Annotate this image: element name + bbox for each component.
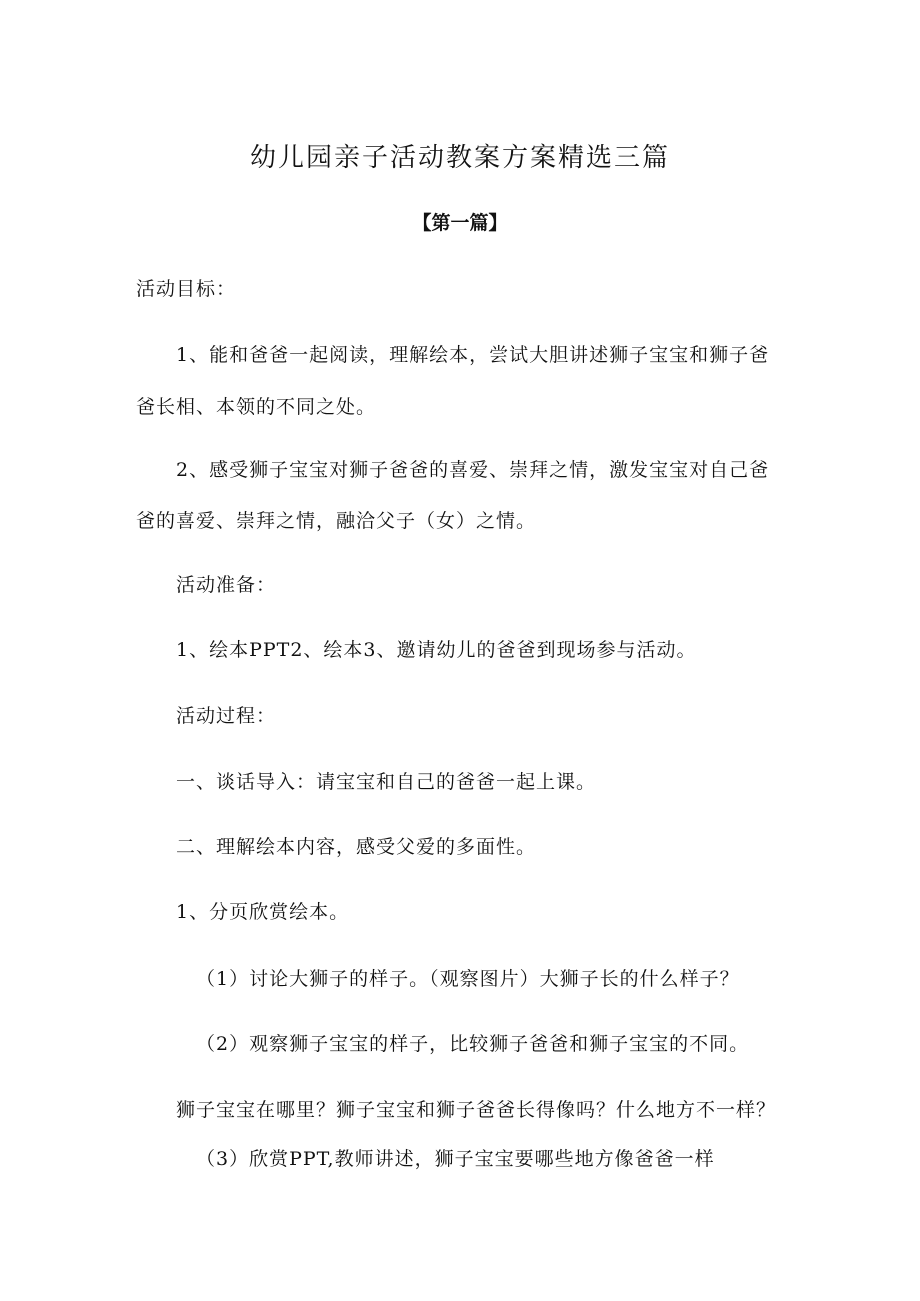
paragraph-line: 爸长相、本领的不同之处。 (136, 396, 377, 418)
paragraph-line: 爸的喜爱、崇拜之情，融洽父子（女）之情。 (136, 510, 537, 532)
paragraph-line: 活动准备： (176, 574, 277, 596)
section-heading: 【第一篇】 (412, 212, 508, 234)
paragraph-line: （1）讨论大狮子的样子。（观察图片）大狮子长的什么样子？ (196, 968, 740, 990)
paragraph-line: 1、绘本PPT2、绘本3、邀请幼儿的爸爸到现场参与活动。 (176, 639, 697, 661)
paragraph-line: （2）观察狮子宝宝的样子，比较狮子爸爸和狮子宝宝的不同。 (196, 1033, 750, 1055)
paragraph-line: 活动目标： (136, 278, 237, 300)
paragraph-line: 活动过程： (176, 705, 277, 727)
paragraph-line: （3）欣赏PPT,教师讲述，狮子宝宝要哪些地方像爸爸一样 (196, 1148, 715, 1170)
paragraph-line: 1、能和爸爸一起阅读，理解绘本，尝试大胆讲述狮子宝宝和狮子爸 (176, 344, 770, 366)
paragraph-line: 2、感受狮子宝宝对狮子爸爸的喜爱、崇拜之情，激发宝宝对自己爸 (176, 459, 770, 481)
paragraph-line: 1、分页欣赏绘本。 (176, 901, 350, 923)
paragraph-line: 狮子宝宝在哪里？狮子宝宝和狮子爸爸长得像吗？什么地方不一样？ (176, 1099, 777, 1121)
paragraph-line: 一、谈话导入：请宝宝和自己的爸爸一起上课。 (176, 771, 597, 793)
paragraph-line: 二、理解绘本内容，感受父爱的多面性。 (176, 836, 537, 858)
document-title: 幼儿园亲子活动教案方案精选三篇 (249, 143, 670, 173)
